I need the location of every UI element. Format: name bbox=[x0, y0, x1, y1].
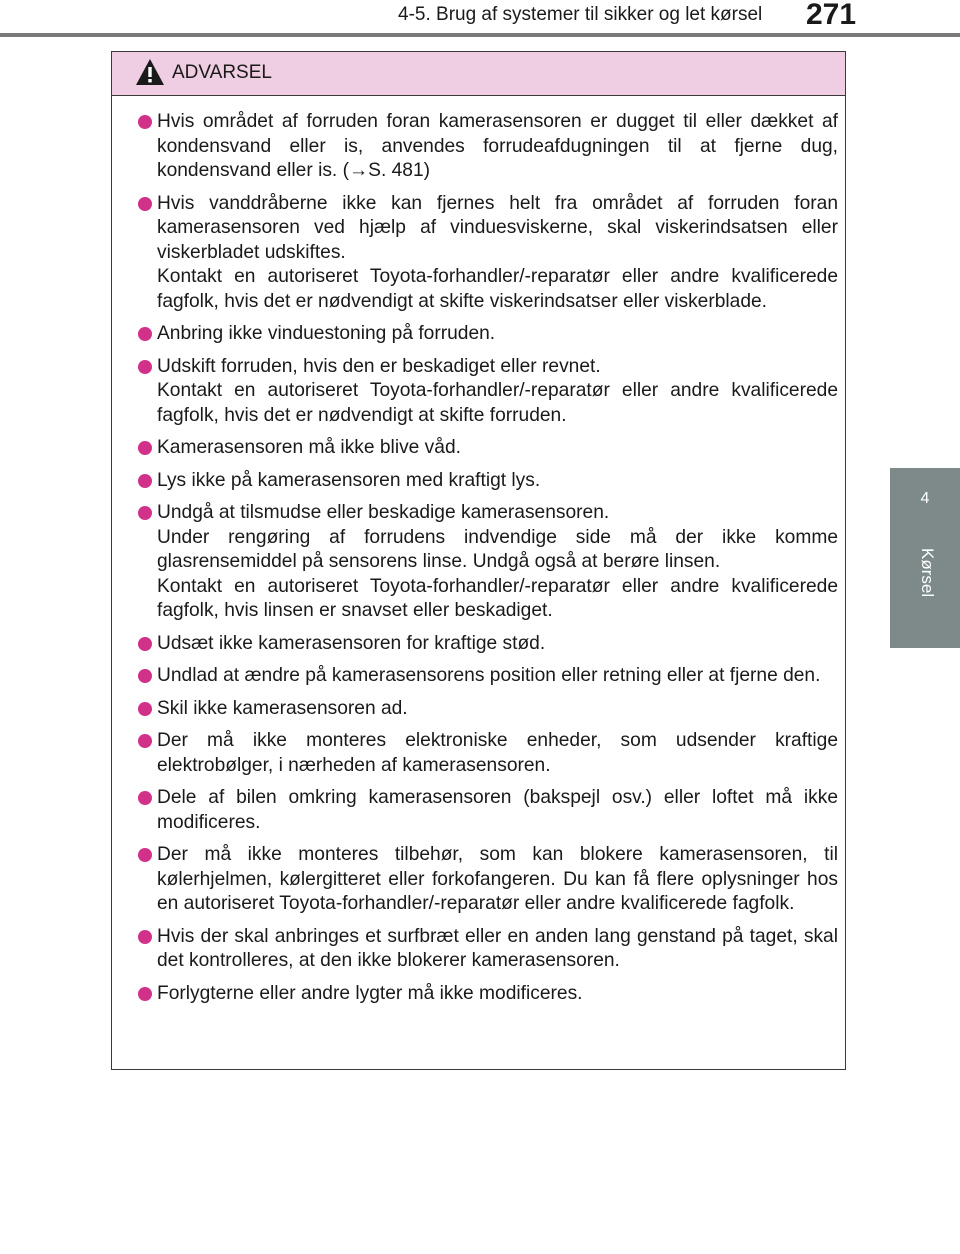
list-item bbox=[138, 729, 838, 778]
bullet-icon bbox=[138, 115, 152, 129]
list-item bbox=[138, 192, 838, 315]
list-item bbox=[138, 469, 838, 494]
list-item bbox=[138, 843, 838, 917]
list-item-text: Kamerasensoren må ikke blive våd. bbox=[157, 437, 461, 458]
warning-box bbox=[111, 51, 846, 1070]
list-item-text: Forlygterne eller andre lygter må ikke modificeres. bbox=[157, 982, 583, 1004]
list-item bbox=[138, 664, 838, 689]
list-item bbox=[138, 110, 838, 184]
list-item-text: Skil ikke kamerasensoren ad. bbox=[157, 697, 408, 719]
list-item-text: Udskift forruden, hvis den er beskadiget eller revnet. Kontakt en autoriseret Toyota-forhandler/-reparatør eller andre kvalificerede fagfolk, hvis det er nødvendigt at skifte forruden. bbox=[157, 355, 838, 426]
list-item bbox=[138, 322, 838, 347]
list-item bbox=[138, 697, 838, 722]
list-item-text: Lys ikke på kamerasensoren med kraftigt lys. bbox=[157, 469, 541, 491]
list-item bbox=[138, 436, 838, 461]
list-item bbox=[138, 925, 838, 974]
list-item-text: Hvis der skal anbringes et surfbræt eller en anden lang genstand på taget, skal det kontrolleres, at den ikke blokerer kamerasensoren. bbox=[157, 925, 838, 971]
header-divider bbox=[0, 33, 960, 37]
chapter-number: 4 bbox=[920, 490, 930, 507]
list-item bbox=[138, 786, 838, 835]
list-item-text: Der må ikke monteres tilbehør, som kan blokere kamerasensoren, til kølerhjelmen, kølergitteret eller forkofangeren. Du kan få flere oplysninger hos en autoriseret Toyota-forhandler/-reparatør eller andre kvalificerede fagfolk. bbox=[157, 844, 838, 914]
list-item bbox=[138, 982, 838, 1007]
bullet-icon bbox=[138, 441, 152, 455]
chapter-label: Kørsel bbox=[918, 548, 937, 598]
list-item-text: Undlad at ændre på kamerasensorens position eller retning eller at fjerne den. bbox=[157, 665, 821, 686]
bullet-icon bbox=[138, 791, 152, 805]
list-item bbox=[138, 355, 838, 429]
bullet-icon bbox=[138, 327, 152, 341]
list-item-text: Undgå at tilsmudse eller beskadige kamerasensoren. Under rengøring af forrudens indvendige side må der ikke komme glasrensemiddel på sensorens linse. Undgå også at berøre linsen. Kontakt en autoriseret Toyota-forhandler/-reparatør eller andre kvalificerede fagfolk, hvis linsen er snavset eller beskadiget. bbox=[157, 502, 838, 621]
list-item-text: Der må ikke monteres elektroniske enheder, som udsender kraftige elektrobølger, i nærheden af kamerasensoren. bbox=[157, 730, 838, 776]
list-item-text: Dele af bilen omkring kamerasensoren (bakspejl osv.) eller loftet må ikke modificeres. bbox=[157, 787, 838, 833]
list-item-text: Hvis vanddråberne ikke kan fjernes helt fra området af forruden foran kamerasensoren ved hjælp af vinduesviskerne, skal viskerindsatsen eller viskerbladet udskiftes. Kontakt en autoriseret Toyota-forhandler/-reparatør eller andre kvalificerede fagfolk, hvis det er nødvendigt at skifte viskerindsatser eller viskerblade. bbox=[157, 192, 838, 312]
bullet-icon bbox=[138, 669, 152, 683]
list-item-text: Hvis området af forruden foran kamerasensoren er dugget til eller dækket af kondensvand eller is, anvendes forrudeafdugningen til at fjerne dug, kondensvand eller is. (→S. 481) bbox=[157, 111, 838, 181]
warning-triangle-icon bbox=[135, 58, 165, 86]
list-item-text: Udsæt ikke kamerasensoren for kraftige stød. bbox=[157, 632, 546, 654]
section-title: 4-5. Brug af systemer til sikker og let kørsel bbox=[398, 4, 763, 25]
page-number: 271 bbox=[806, 0, 857, 31]
bullet-icon bbox=[138, 987, 152, 1001]
bullet-icon bbox=[138, 734, 152, 748]
chapter-tab bbox=[890, 468, 960, 648]
bullet-icon bbox=[138, 474, 152, 488]
bullet-icon bbox=[138, 848, 152, 862]
warning-list bbox=[138, 110, 838, 1014]
list-item bbox=[138, 501, 838, 624]
list-item bbox=[138, 632, 838, 657]
bullet-icon bbox=[138, 506, 152, 520]
list-item-text: Anbring ikke vinduestoning på forruden. bbox=[157, 323, 496, 344]
warning-title: ADVARSEL bbox=[172, 62, 272, 83]
bullet-icon bbox=[138, 637, 152, 651]
bullet-icon bbox=[138, 197, 152, 211]
bullet-icon bbox=[138, 702, 152, 716]
warning-header bbox=[112, 52, 845, 96]
bullet-icon bbox=[138, 930, 152, 944]
bullet-icon bbox=[138, 360, 152, 374]
